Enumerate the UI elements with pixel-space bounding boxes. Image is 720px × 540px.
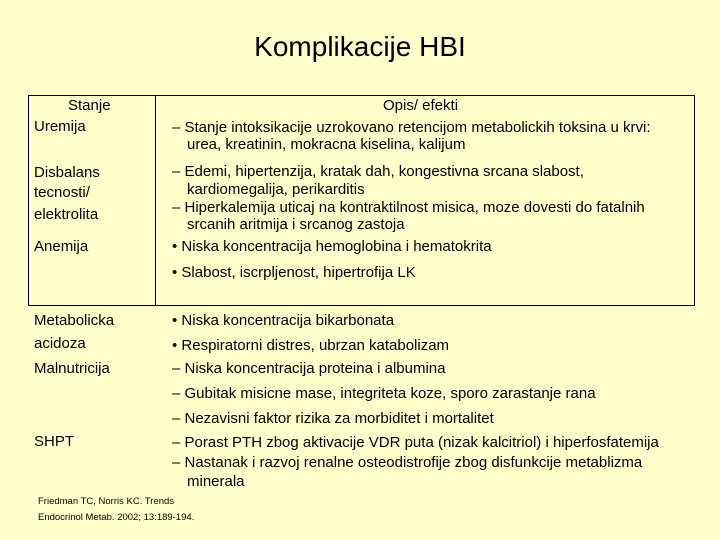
desc-disbalans-2: kardiomegalija, perikarditis bbox=[187, 181, 365, 198]
state-shpt: SHPT bbox=[34, 433, 75, 450]
header-state: Stanje bbox=[68, 97, 111, 114]
desc-disbalans-3: – Hiperkalemija uticaj na kontraktilnost misica, moze dovesti do fatalnih bbox=[172, 199, 645, 216]
state-acidoza-2: acidoza bbox=[34, 335, 86, 352]
desc-acidoza-1: • Niska koncentracija bikarbonata bbox=[172, 312, 395, 329]
column-divider bbox=[155, 95, 156, 306]
desc-shpt-3: minerala bbox=[187, 473, 245, 490]
desc-malnutricija-1: – Niska koncentracija proteina i albumina bbox=[172, 360, 446, 377]
state-acidoza-1: Metabolicka bbox=[34, 312, 115, 329]
state-anemija: Anemija bbox=[34, 238, 89, 255]
state-uremija: Uremija bbox=[34, 118, 86, 135]
desc-uremija-1: – Stanje intoksikacije uzrokovano retencijom metabolickih toksina u krvi: bbox=[172, 119, 651, 136]
desc-malnutricija-2: – Gubitak misicne mase, integriteta koze, sporo zarastanje rana bbox=[172, 385, 596, 402]
desc-disbalans-4: srcanih aritmija i srcanog zastoja bbox=[187, 216, 405, 233]
desc-disbalans-1: – Edemi, hipertenzija, kratak dah, kongestivna srcana slabost, bbox=[172, 163, 584, 180]
desc-anemija-1: • Niska koncentracija hemoglobina i hematokrita bbox=[172, 238, 492, 255]
state-disbalans-2: tecnosti/ bbox=[34, 184, 90, 201]
state-disbalans-3: elektrolita bbox=[34, 206, 99, 223]
reference-line-2: Endocrinol Metab. 2002; 13:189-194. bbox=[38, 512, 195, 523]
desc-shpt-1: – Porast PTH zbog aktivacije VDR puta (nizak kalcitriol) i hiperfosfatemija bbox=[172, 434, 659, 451]
desc-shpt-2: – Nastanak i razvoj renalne osteodistrofije zbog disfunkcije metablizma bbox=[172, 454, 643, 471]
desc-acidoza-2: • Respiratorni distres, ubrzan katabolizam bbox=[172, 337, 450, 354]
header-description: Opis/ efekti bbox=[383, 97, 459, 114]
desc-uremija-2: urea, kreatinin, mokracna kiselina, kalijum bbox=[187, 136, 466, 153]
slide-title: Komplikacije HBI bbox=[254, 31, 466, 62]
desc-anemija-2: • Slabost, iscrpljenost, hipertrofija LK bbox=[172, 264, 416, 281]
state-malnutricija: Malnutricija bbox=[34, 360, 110, 377]
state-disbalans-1: Disbalans bbox=[34, 164, 100, 181]
reference-line-1: Friedman TC, Norris KC. Trends bbox=[38, 496, 175, 507]
desc-malnutricija-3: – Nezavisni faktor rizika za morbiditet i mortalitet bbox=[172, 410, 494, 427]
